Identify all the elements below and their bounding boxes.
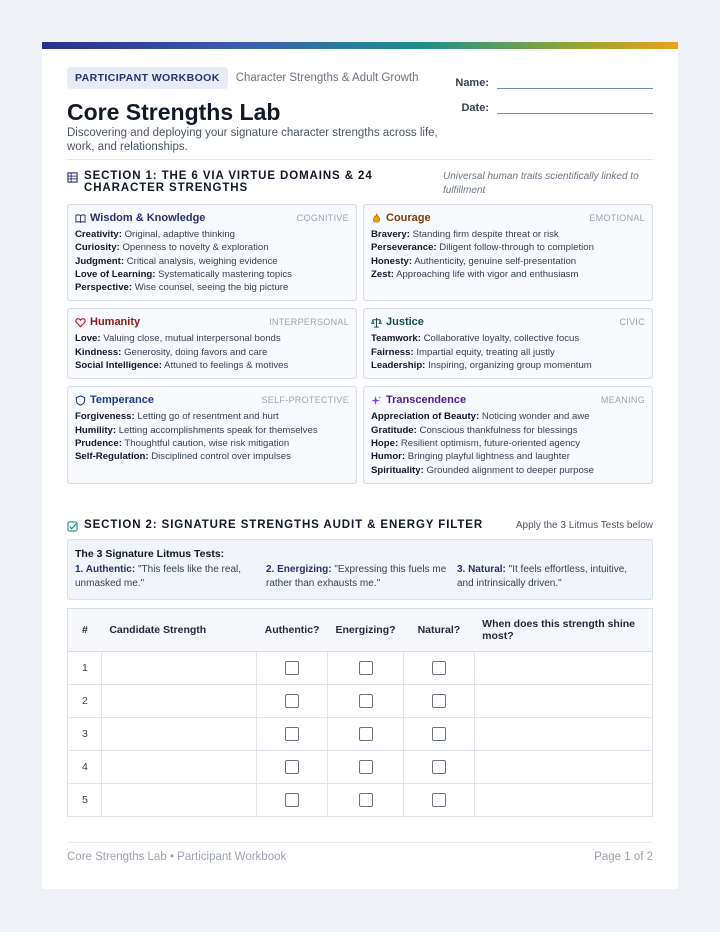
strength-name: Humor: [371,451,406,463]
domain-card-wisdom-knowledge [67,204,357,301]
strength-item [371,346,645,359]
table-row [68,684,653,717]
domain-name: Courage [386,212,431,224]
domain-card-humanity [67,308,357,379]
strength-item [371,241,645,254]
strength-name: Judgment: [75,255,125,267]
row-number: 1 [68,651,102,684]
strength-desc: Disciplined control over impulses [151,451,291,463]
section-1-note: Universal human traits scientifically linked to fulfillment [443,171,639,196]
strength-name: Honesty: [371,255,413,267]
page-subtitle: Discovering and deploying your signature character strengths across life, work, and relationships. [67,127,438,153]
strength-name: Love: [75,333,101,345]
strength-name: Perspective: [75,282,133,294]
strength-item [371,437,645,450]
strength-desc: Critical analysis, weighing evidence [126,255,278,267]
energizing-checkbox[interactable] [359,694,373,708]
domain-name: Humanity [90,316,141,329]
strength-name: Kindness: [75,346,122,358]
litmus-test-2 [266,563,457,591]
domain-card-temperance [67,386,357,483]
domain-tag: COGNITIVE [296,213,349,223]
domain-name: Temperance [90,394,154,407]
strength-name: Prudence: [75,437,122,449]
strength-desc: Noticing wonder and awe [481,411,590,423]
book-icon [75,213,90,224]
page-title: Core Strengths Lab [67,99,281,125]
workbook-badge: PARTICIPANT WORKBOOK [67,67,228,89]
authentic-checkbox[interactable] [285,661,299,675]
litmus-test-name: 2. Energizing: [265,563,332,575]
page-footer [67,842,653,863]
table-row [68,717,653,750]
footer-left: Core Strengths Lab • Participant Workbook [67,851,287,863]
divider [67,159,653,160]
strength-item [75,450,349,463]
candidate-strength-cell[interactable] [101,684,256,717]
date-field [449,100,653,114]
litmus-test-quote: "This feels like the real, unmasked me." [75,563,242,589]
row-number: 5 [68,783,102,816]
energizing-checkbox[interactable] [359,661,373,675]
domain-card-transcendence [363,386,653,483]
strengths-audit-table [67,608,653,817]
shine-most-cell[interactable] [474,651,652,684]
table-row [68,750,653,783]
strength-item [75,241,349,254]
litmus-test-3 [457,563,645,591]
natural-checkbox[interactable] [432,793,446,807]
strength-name: Gratitude: [371,424,417,436]
column-header: Natural? [404,608,475,651]
authentic-checkbox[interactable] [285,694,299,708]
natural-checkbox[interactable] [432,727,446,741]
domain-tag: SELF-PROTECTIVE [261,395,349,406]
column-header: Authentic? [257,608,328,651]
row-number: 3 [68,717,102,750]
gradient-top-bar [42,42,678,49]
date-input-line[interactable] [497,100,653,114]
strength-desc: Letting accomplishments speak for themselves [118,424,318,436]
strength-item [371,255,645,268]
row-number: 4 [68,750,102,783]
column-header: # [68,608,102,651]
litmus-test-name: 3. Natural: [456,563,506,575]
strength-name: Teamwork: [371,333,421,345]
strength-item [371,228,645,241]
strength-name: Perseverance: [371,242,437,254]
flame-icon [371,213,386,224]
strength-desc: Original, adaptive thinking [124,229,235,240]
heart-icon [75,317,90,328]
virtue-domain-grid [67,204,653,484]
strength-item [75,346,349,359]
table-row [68,783,653,816]
section-2-title: SECTION 2: SIGNATURE STRENGTHS AUDIT & ENERGY FILTER [84,518,484,531]
strength-name: Appreciation of Beauty: [371,411,480,423]
strength-desc: Wise counsel, seeing the big picture [134,282,289,294]
table-row [68,651,653,684]
page-number: Page 1 of 2 [594,851,653,863]
strength-desc: Openness to novelty & exploration [122,242,269,254]
domain-name: Justice [386,316,424,329]
domain-card-justice [363,308,653,379]
strength-name: Creativity: [75,229,122,240]
section-2-note: Apply the 3 Litmus Tests below [515,519,653,531]
strength-desc: Thoughtful caution, wise risk mitigation [124,437,290,449]
domain-tag: INTERPERSONAL [269,317,349,328]
strength-desc: Impartial equity, treating all justly [416,346,555,358]
strength-desc: Authenticity, genuine self-presentation [414,255,577,267]
strength-item [75,359,349,372]
date-label: Date: [461,102,489,114]
domain-tag: CIVIC [619,317,645,328]
scales-icon [371,317,386,328]
domain-tag: MEANING [600,395,645,406]
strength-desc: Approaching life with vigor and enthusiasm [396,268,579,280]
strength-desc: Conscious thankfulness for blessings [419,424,578,436]
column-header: Energizing? [327,608,403,651]
authentic-checkbox[interactable] [285,760,299,774]
strength-name: Bravery: [371,229,410,240]
candidate-strength-cell[interactable] [101,651,256,684]
shine-most-cell[interactable] [474,684,652,717]
column-header: When does this strength shine most? [474,608,652,651]
energizing-checkbox[interactable] [359,727,373,741]
strength-desc: Standing firm despite threat or risk [412,229,559,240]
strength-item [75,332,349,345]
grid-icon [67,172,78,183]
litmus-test-quote: "It feels effortless, intuitive, and intrinsically driven." [456,563,628,589]
authentic-checkbox[interactable] [285,727,299,741]
strength-item [75,228,349,241]
candidate-strength-cell[interactable] [101,783,256,816]
name-input-line[interactable] [497,75,653,89]
strength-desc: Generosity, doing favors and care [124,346,268,358]
energizing-checkbox[interactable] [359,760,373,774]
strength-desc: Inspiring, organizing group momentum [428,360,592,372]
domain-tag: EMOTIONAL [589,213,645,223]
strength-item [371,424,645,437]
strength-name: Social Intelligence: [75,360,162,372]
authentic-checkbox[interactable] [285,793,299,807]
domain-name: Wisdom & Knowledge [90,212,206,224]
row-number: 2 [68,684,102,717]
strength-name: Fairness: [371,346,414,358]
strength-desc: Letting go of resentment and hurt [137,411,279,423]
section-2 [67,519,653,817]
strength-desc: Diligent follow-through to completion [439,242,594,254]
badge-subtitle: Character Strengths & Adult Growth [235,72,419,84]
shield-icon [75,395,90,406]
page-header [67,49,653,159]
strength-desc: Collaborative loyalty, collective focus [423,333,580,345]
candidate-strength-cell[interactable] [101,750,256,783]
strength-item [75,424,349,437]
strength-item [371,332,645,345]
strength-item [75,410,349,423]
strength-item [371,268,645,281]
strength-name: Hope: [371,437,399,449]
litmus-test-name: 1. Authentic: [75,563,136,575]
strength-item [75,268,349,281]
strength-item [371,410,645,423]
natural-checkbox[interactable] [432,661,446,675]
domain-name: Transcendence [386,394,467,407]
litmus-title: The 3 Signature Litmus Tests: [75,547,225,560]
sparkle-icon [371,395,386,406]
strength-item [371,450,645,463]
litmus-test-1 [75,563,266,591]
shine-most-cell[interactable] [474,783,652,816]
candidate-strength-cell[interactable] [101,717,256,750]
strength-desc: Attuned to feelings & motives [164,360,289,372]
litmus-test-quote: "Expressing this fuels me rather than exhausts me." [265,563,447,589]
energizing-checkbox[interactable] [359,793,373,807]
strength-name: Forgiveness: [75,411,135,423]
strength-name: Leadership: [371,360,426,372]
strength-name: Spirituality: [371,464,424,476]
shine-most-cell[interactable] [474,717,652,750]
workbook-page [42,42,678,889]
strength-desc: Resilient optimism, future-oriented agency [400,437,581,449]
strength-desc: Systematically mastering topics [158,268,292,280]
strength-item [75,281,349,294]
strength-name: Love of Learning: [75,268,156,280]
name-field [449,75,653,89]
litmus-tests-box [67,539,653,600]
strength-name: Humility: [75,424,117,436]
name-label: Name: [455,77,489,89]
shine-most-cell[interactable] [474,750,652,783]
strength-name: Zest: [371,268,394,280]
column-header: Candidate Strength [101,608,256,651]
strength-item [371,464,645,477]
natural-checkbox[interactable] [432,694,446,708]
strength-name: Curiosity: [75,242,120,254]
domain-card-courage [363,204,653,301]
strength-desc: Valuing close, mutual interpersonal bonds [103,333,281,345]
natural-checkbox[interactable] [432,760,446,774]
strength-item [75,437,349,450]
strength-item [75,255,349,268]
strength-desc: Grounded alignment to deeper purpose [426,464,594,476]
section-1 [67,170,653,484]
strength-desc: Bringing playful lightness and laughter [407,451,570,463]
section-1-title: SECTION 1: THE 6 VIA VIRTUE DOMAINS & 24 CHARACTER STRENGTHS [84,170,373,194]
strength-name: Self-Regulation: [75,451,149,463]
checkbox-icon [67,521,78,532]
strength-item [371,359,645,372]
